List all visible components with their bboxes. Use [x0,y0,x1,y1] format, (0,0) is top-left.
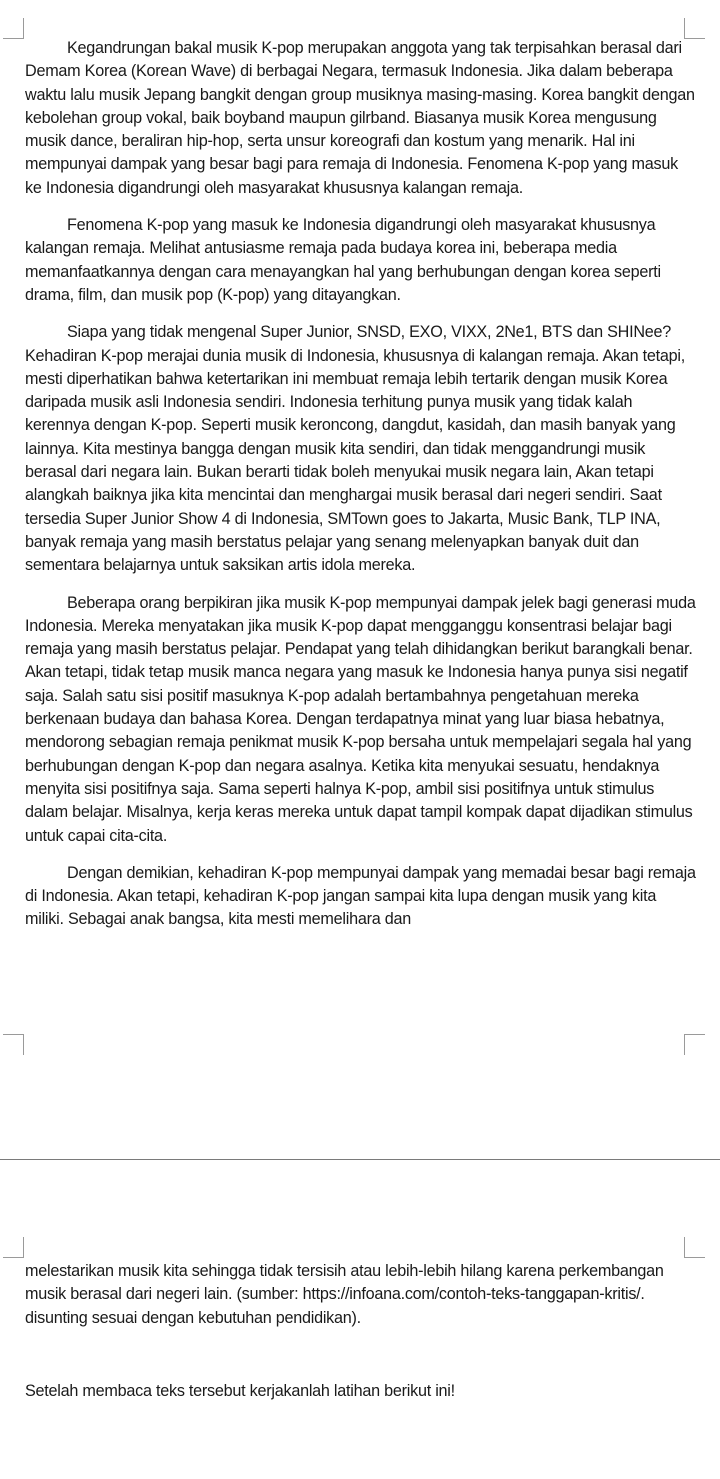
page-2-text [25,1260,697,1417]
crop-mark-top-right [684,18,705,39]
crop-mark-top-left [3,18,24,39]
crop-mark-top-right-page-2 [684,1237,705,1258]
paragraph-5: Dengan demikian, kehadiran K-pop mempunyai dampak yang memadai besar bagi remaja di Indonesia. Akan tetapi, kehadiran K-pop jangan sampai kita lupa dengan musik yang kita miliki. Sebagai anak bangsa, kita mesti memelihara dan [25,863,696,929]
paragraph-continuation: melestarikan musik kita sehingga tidak tersisih atau lebih-lebih hilang karena perkembangan musik berasal dari negeri lain. (sumber: https://infoana.com/contoh-teks-tanggapan-kritis/. disunting sesuai dengan kebutuhan pendidikan). [25,1262,664,1327]
paragraph-1: Kegandrungan bakal musik K-pop merupakan anggota yang tak terpisahkan berasal dari Demam Korea (Korean Wave) di berbagai Negara, termasuk Indonesia. Jika dalam beberapa waktu lalu musik Jepang bangkit dengan group musiknya masing-masing. Korea bangkit dengan kebolehan group vokal, baik boyband maupun gilrband. Biasanya musik Korea mengusung musik dance, beraliran hip-hop, serta unsur koreografi dan kostum yang menarik. Hal ini mempunyai dampak yang besar bagi para remaja di Indonesia. Fenomena K-pop yang masuk ke Indonesia digandrungi oleh masyarakat khususnya kalangan remaja. [25,39,695,197]
paragraph-3: Siapa yang tidak mengenal Super Junior, SNSD, EXO, VIXX, 2Ne1, BTS dan SHINee? Kehadiran K-pop merajai dunia musik di Indonesia, khususnya di kalangan remaja. Akan tetapi, mesti diperhatikan bahwa ketertarikan ini membuat remaja lebih tertarik dengan musik Korea daripada musik asli Indonesia sendiri. Indonesia terhitung punya musik yang tidak kalah kerennya dengan K-pop. Seperti musik keroncong, dangdut, kasidah, dan masih banyak yang lainnya. Kita mestinya bangga dengan musik kita sendiri, dan tidak menggandrungi musik berasal dari negara lain. Bukan berarti tidak boleh menyukai musik negara lain, Akan tetapi alangkah baiknya jika kita mencintai dan menghargai musik berasal dari negeri sendiri. Saat tersedia Super Junior Show 4 di Indonesia, SMTown goes to Jakarta, Music Bank, TLP INA, banyak remaja yang masih berstatus pelajar yang senang melenyapkan banyak duit dan sementara belajarnya untuk saksikan artis idola mereka. [25,323,685,575]
paragraph-2: Fenomena K-pop yang masuk ke Indonesia digandrungi oleh masyarakat khususnya kalangan remaja. Melihat antusiasme remaja pada budaya korea ini, beberapa media memanfaatkannya dengan cara menayangkan hal yang berhubungan dengan korea seperti drama, film, dan musik pop (K-pop) yang ditayangkan. [25,216,661,304]
crop-mark-top-left-page-2 [3,1237,24,1258]
instruction-text: Setelah membaca teks tersebut kerjakanlah latihan berikut ini! [25,1381,455,1400]
paragraph-4: Beberapa orang berpikiran jika musik K-pop mempunyai dampak jelek bagi generasi muda Indonesia. Mereka menyatakan jika musik K-pop dapat mengganggu konsentrasi belajar bagi remaja yang masih berstatus pelajar. Pendapat yang telah dihidangkan berikut barangkali benar. Akan tetapi, tidak tetap musik manca negara yang masuk ke Indonesia hanya punya sisi negatif saja. Salah satu sisi positif masuknya K-pop adalah bertambahnya pengetahuan mereka berkenaan budaya dan bahasa Korea. Dengan terdapatnya minat yang luar biasa hebatnya, mendorong sebagian remaja penikmat musik K-pop bersaha untuk mempelajari segala hal yang berhubungan dengan K-pop dan negara asalnya. Ketika kita menyukai sesuatu, hendaknya menyita sisi positifnya saja. Sama seperti halnya K-pop, ambil sisi positifnya untuk stimulus dalam belajar. Misalnya, kerja keras mereka untuk dapat tampil kompak dapat dijadikan stimulus untuk capai cita-cita. [25,593,696,845]
crop-mark-bottom-left [3,1034,24,1055]
crop-mark-bottom-right [684,1034,705,1055]
document-page-2 [0,1160,720,1479]
page-1-text [25,37,697,946]
